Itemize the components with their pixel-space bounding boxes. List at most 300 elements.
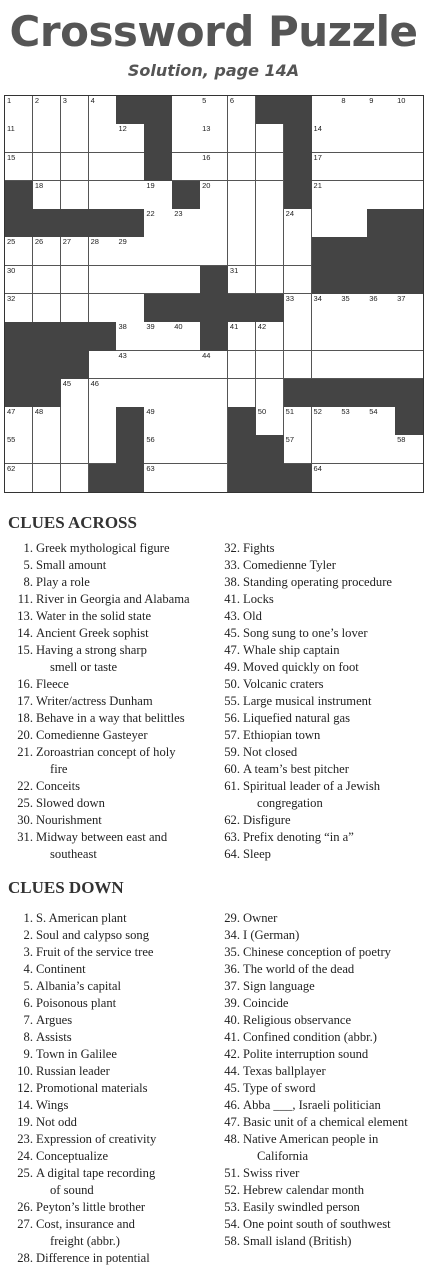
- grid-cell[interactable]: [200, 464, 228, 492]
- grid-cell[interactable]: [89, 294, 117, 323]
- grid-cell[interactable]: [5, 237, 33, 266]
- clue-text: Nourishment: [36, 813, 102, 827]
- clue-number: 49: [146, 407, 155, 417]
- clue-item: [0, 642, 218, 659]
- clue-number: 28: [90, 237, 99, 247]
- clue-text: Town in Galilee: [36, 1047, 117, 1061]
- grid-block: [367, 209, 395, 238]
- clue-number: 39: [146, 322, 155, 332]
- grid-cell[interactable]: [172, 351, 200, 380]
- grid-cell[interactable]: [228, 266, 256, 295]
- grid-cell[interactable]: [367, 124, 395, 153]
- clue-number: 9: [369, 96, 374, 105]
- grid-cell[interactable]: [116, 379, 144, 408]
- grid-cell[interactable]: [395, 351, 423, 380]
- grid-cell[interactable]: [33, 124, 61, 153]
- grid-cell[interactable]: [256, 153, 284, 182]
- grid-block: [61, 322, 89, 351]
- clue-number: 11: [7, 124, 15, 134]
- grid-cell[interactable]: [228, 379, 256, 408]
- grid-cell[interactable]: [284, 294, 312, 323]
- grid-cell[interactable]: [33, 237, 61, 266]
- clue-number: 1.: [23, 541, 33, 555]
- clue-number: 35: [341, 294, 350, 303]
- grid-cell[interactable]: [228, 153, 256, 182]
- clue-text: Assists: [36, 1030, 72, 1044]
- clue-number: 55.: [224, 694, 240, 708]
- grid-cell[interactable]: [89, 379, 117, 408]
- clue-item: [218, 1012, 427, 1029]
- clue-text: Ethiopian town: [243, 728, 321, 742]
- grid-cell[interactable]: [200, 351, 228, 380]
- grid-cell[interactable]: [33, 407, 61, 436]
- clue-item: [218, 961, 427, 978]
- grid-cell[interactable]: [256, 351, 284, 380]
- clue-text: southeast: [50, 847, 97, 861]
- clue-number: 17: [313, 152, 322, 162]
- clue-item: [0, 1114, 218, 1131]
- grid-cell[interactable]: [33, 294, 61, 323]
- grid-cell[interactable]: [312, 209, 340, 238]
- grid-cell[interactable]: [367, 96, 395, 125]
- grid-cell[interactable]: [33, 435, 61, 464]
- clue-number: 52: [313, 407, 322, 417]
- grid-cell[interactable]: [395, 124, 423, 153]
- clue-text: S. American plant: [36, 911, 127, 925]
- clue-text: of sound: [50, 1183, 94, 1197]
- clue-number: 6.: [23, 996, 33, 1010]
- clue-number: 3.: [23, 945, 33, 959]
- clue-item: [0, 1165, 218, 1182]
- clue-number: 9.: [23, 1047, 33, 1061]
- clue-number: 45: [62, 378, 72, 388]
- grid-cell[interactable]: [395, 435, 423, 464]
- grid-cell[interactable]: [312, 322, 340, 351]
- grid-cell[interactable]: [284, 322, 312, 351]
- clue-item: [0, 676, 218, 693]
- grid-cell[interactable]: [228, 209, 256, 238]
- clue-number: 14.: [17, 1098, 33, 1112]
- grid-block: [144, 153, 172, 182]
- clue-item: [0, 625, 218, 642]
- grid-cell[interactable]: [228, 237, 256, 266]
- clue-item: [0, 1250, 218, 1267]
- grid-cell[interactable]: [256, 181, 284, 210]
- grid-cell[interactable]: [367, 407, 395, 436]
- grid-block: [339, 379, 367, 408]
- grid-cell[interactable]: [339, 124, 367, 153]
- clue-number: 57.: [224, 728, 240, 742]
- grid-cell[interactable]: [395, 96, 423, 125]
- clue-number: 39.: [224, 996, 240, 1010]
- grid-cell[interactable]: [89, 266, 117, 295]
- clue-number: 62.: [224, 813, 240, 827]
- grid-cell[interactable]: [144, 435, 172, 464]
- grid-cell[interactable]: [284, 237, 312, 266]
- clue-text: freight (abbr.): [50, 1234, 120, 1248]
- grid-cell[interactable]: [61, 266, 89, 295]
- grid-block: [339, 266, 367, 295]
- grid-cell[interactable]: [256, 379, 284, 408]
- grid-cell[interactable]: [5, 294, 33, 323]
- grid-cell[interactable]: [33, 96, 61, 125]
- grid-cell[interactable]: [172, 209, 200, 238]
- clue-text: Zoroastrian concept of holy: [36, 745, 176, 759]
- grid-cell[interactable]: [89, 351, 117, 380]
- down-heading: CLUES DOWN: [8, 878, 124, 897]
- clue-text: Greek mythological figure: [36, 541, 170, 555]
- grid-cell[interactable]: [172, 153, 200, 182]
- crossword-grid: [4, 95, 424, 493]
- grid-cell[interactable]: [89, 407, 117, 436]
- clue-item: [0, 1097, 218, 1114]
- grid-block: [200, 322, 228, 351]
- grid-cell[interactable]: [200, 407, 228, 436]
- clue-text: Whale ship captain: [243, 643, 340, 657]
- clue-item: [218, 1182, 427, 1199]
- grid-cell[interactable]: [172, 464, 200, 492]
- clue-number: [218, 795, 240, 812]
- clue-item: [218, 761, 427, 778]
- clue-item: [0, 1199, 218, 1216]
- grid-cell[interactable]: [312, 435, 340, 464]
- clue-text: Hebrew calendar month: [243, 1183, 364, 1197]
- clue-number: 16: [202, 152, 211, 162]
- grid-cell[interactable]: [144, 322, 172, 351]
- grid-cell[interactable]: [200, 435, 228, 464]
- grid-cell[interactable]: [5, 124, 33, 153]
- grid-block: [33, 351, 61, 380]
- grid-cell[interactable]: [228, 322, 256, 351]
- clue-text: Disfigure: [243, 813, 291, 827]
- grid-cell[interactable]: [116, 153, 144, 182]
- clue-text: congregation: [257, 796, 323, 810]
- grid-cell[interactable]: [116, 294, 144, 323]
- grid-cell[interactable]: [200, 96, 228, 125]
- clue-number: 5.: [23, 558, 33, 572]
- grid-cell[interactable]: [256, 266, 284, 295]
- grid-cell[interactable]: [116, 237, 144, 266]
- grid-cell[interactable]: [5, 266, 33, 295]
- across-heading: CLUES ACROSS: [8, 513, 137, 532]
- grid-cell[interactable]: [33, 464, 61, 492]
- grid-cell[interactable]: [5, 153, 33, 182]
- grid-cell[interactable]: [172, 379, 200, 408]
- grid-block: [284, 379, 312, 408]
- grid-block: [284, 181, 312, 210]
- clue-item: [218, 642, 427, 659]
- clue-number: 8.: [23, 575, 33, 589]
- grid-cell[interactable]: [228, 181, 256, 210]
- grid-cell[interactable]: [61, 124, 89, 153]
- grid-cell[interactable]: [228, 351, 256, 380]
- grid-cell[interactable]: [200, 209, 228, 238]
- grid-cell[interactable]: [312, 181, 340, 210]
- clue-text: Conceits: [36, 779, 81, 793]
- grid-cell[interactable]: [256, 322, 284, 351]
- clue-number: 43: [118, 350, 127, 360]
- grid-cell[interactable]: [33, 153, 61, 182]
- grid-cell[interactable]: [172, 266, 200, 295]
- grid-cell[interactable]: [116, 351, 144, 380]
- grid-block: [339, 237, 367, 266]
- grid-block: [367, 237, 395, 266]
- grid-cell[interactable]: [256, 237, 284, 266]
- grid-cell[interactable]: [89, 435, 117, 464]
- clue-number: 1.: [23, 911, 33, 925]
- grid-block: [116, 464, 144, 492]
- grid-block: [89, 322, 117, 351]
- grid-cell[interactable]: [367, 464, 395, 492]
- clue-number: 44: [202, 350, 211, 360]
- grid-cell[interactable]: [61, 464, 89, 492]
- clue-text: Standing operating procedure: [243, 575, 392, 589]
- grid-block: [256, 464, 284, 492]
- grid-cell[interactable]: [339, 407, 367, 436]
- clue-item: [218, 995, 427, 1012]
- clue-text: Promotional materials: [36, 1081, 148, 1095]
- grid-cell[interactable]: [144, 351, 172, 380]
- clue-number: 23: [174, 209, 183, 219]
- grid-cell[interactable]: [89, 124, 117, 153]
- grid-cell[interactable]: [339, 294, 367, 323]
- grid-cell[interactable]: [312, 407, 340, 436]
- grid-cell[interactable]: [312, 294, 340, 323]
- grid-cell[interactable]: [312, 464, 340, 492]
- clue-number: 58: [397, 435, 406, 445]
- across-clues-left: [0, 540, 218, 863]
- grid-cell[interactable]: [89, 237, 117, 266]
- grid-cell[interactable]: [116, 124, 144, 153]
- grid-cell[interactable]: [339, 322, 367, 351]
- clue-text: Easily swindled person: [243, 1200, 360, 1214]
- grid-cell[interactable]: [200, 153, 228, 182]
- grid-cell[interactable]: [284, 351, 312, 380]
- grid-block: [200, 266, 228, 295]
- clue-number: 2: [34, 96, 40, 105]
- grid-cell[interactable]: [33, 266, 61, 295]
- clue-number: 64.: [224, 847, 240, 861]
- clue-number: 46: [90, 378, 99, 388]
- clue-number: 21.: [17, 745, 33, 759]
- clue-number: 13: [202, 124, 211, 134]
- grid-cell[interactable]: [367, 322, 395, 351]
- clue-item: [218, 608, 427, 625]
- grid-cell[interactable]: [144, 379, 172, 408]
- clue-number: 41: [229, 322, 239, 332]
- grid-cell[interactable]: [395, 181, 423, 210]
- grid-block: [284, 96, 312, 125]
- grid-cell[interactable]: [367, 351, 395, 380]
- clue-item: [218, 944, 427, 961]
- grid-cell[interactable]: [312, 96, 340, 125]
- grid-cell[interactable]: [144, 464, 172, 492]
- clue-number: 50.: [224, 677, 240, 691]
- clue-number: 31: [229, 265, 239, 275]
- clue-number: 33: [285, 294, 294, 303]
- clue-number: 38: [118, 322, 127, 332]
- clue-item: [0, 659, 218, 676]
- grid-cell[interactable]: [339, 96, 367, 125]
- grid-cell[interactable]: [395, 464, 423, 492]
- grid-cell[interactable]: [61, 294, 89, 323]
- grid-cell[interactable]: [256, 209, 284, 238]
- grid-cell[interactable]: [172, 322, 200, 351]
- grid-cell[interactable]: [172, 407, 200, 436]
- grid-cell[interactable]: [367, 153, 395, 182]
- grid-cell[interactable]: [5, 464, 33, 492]
- grid-block: [395, 266, 423, 295]
- grid-cell[interactable]: [284, 407, 312, 436]
- grid-cell[interactable]: [172, 96, 200, 125]
- grid-cell[interactable]: [339, 351, 367, 380]
- grid-cell[interactable]: [144, 181, 172, 210]
- clue-item: [0, 1233, 218, 1250]
- grid-cell[interactable]: [33, 181, 61, 210]
- clue-number: 20: [202, 180, 211, 190]
- grid-cell[interactable]: [228, 96, 256, 125]
- grid-cell[interactable]: [284, 435, 312, 464]
- grid-cell[interactable]: [312, 351, 340, 380]
- down-clues-left: [0, 910, 218, 1267]
- clue-text: Poisonous plant: [36, 996, 117, 1010]
- grid-cell[interactable]: [284, 266, 312, 295]
- grid-cell[interactable]: [339, 435, 367, 464]
- grid-cell[interactable]: [144, 266, 172, 295]
- grid-cell[interactable]: [144, 407, 172, 436]
- grid-cell[interactable]: [395, 294, 423, 323]
- clue-number: 16.: [17, 677, 33, 691]
- grid-cell[interactable]: [339, 464, 367, 492]
- clue-item: [218, 710, 427, 727]
- grid-cell[interactable]: [395, 322, 423, 351]
- clue-number: 29.: [224, 911, 240, 925]
- grid-cell[interactable]: [395, 153, 423, 182]
- grid-cell[interactable]: [5, 407, 33, 436]
- grid-cell[interactable]: [61, 181, 89, 210]
- grid-cell[interactable]: [89, 153, 117, 182]
- grid-cell[interactable]: [61, 153, 89, 182]
- grid-cell[interactable]: [116, 181, 144, 210]
- clue-text: Coincide: [243, 996, 289, 1010]
- grid-cell[interactable]: [200, 237, 228, 266]
- clue-item: [218, 1216, 427, 1233]
- clue-number: 53.: [224, 1200, 240, 1214]
- clue-number: 36: [369, 294, 378, 303]
- clue-number: 25: [7, 237, 16, 247]
- clue-number: 27.: [17, 1217, 33, 1231]
- grid-cell[interactable]: [61, 435, 89, 464]
- clue-item: [0, 944, 218, 961]
- clue-number: 29: [118, 237, 127, 247]
- clue-text: Volcanic craters: [243, 677, 324, 691]
- grid-cell[interactable]: [256, 124, 284, 153]
- grid-cell[interactable]: [228, 124, 256, 153]
- grid-cell[interactable]: [144, 209, 172, 238]
- clue-text: Not closed: [243, 745, 298, 759]
- clue-number: 46.: [224, 1098, 240, 1112]
- grid-cell[interactable]: [144, 237, 172, 266]
- grid-cell[interactable]: [172, 237, 200, 266]
- clue-number: 14: [313, 124, 322, 134]
- grid-cell[interactable]: [61, 96, 89, 125]
- grid-cell[interactable]: [200, 124, 228, 153]
- grid-cell[interactable]: [116, 266, 144, 295]
- clue-number: 34.: [224, 928, 240, 942]
- grid-cell[interactable]: [284, 209, 312, 238]
- grid-cell[interactable]: [172, 435, 200, 464]
- clue-item: [0, 557, 218, 574]
- clue-item: [0, 910, 218, 927]
- grid-cell[interactable]: [89, 181, 117, 210]
- grid-cell[interactable]: [200, 379, 228, 408]
- clue-number: 48.: [224, 1132, 240, 1146]
- grid-block: [228, 407, 256, 436]
- clue-text: Writer/actress Dunham: [36, 694, 153, 708]
- clue-text: I (German): [243, 928, 300, 942]
- clue-number: 27: [62, 237, 72, 247]
- clue-text: California: [257, 1149, 309, 1163]
- grid-cell[interactable]: [61, 379, 89, 408]
- clue-item: [218, 744, 427, 761]
- clue-number: 25.: [17, 796, 33, 810]
- clue-number: 51: [285, 407, 294, 417]
- clue-number: 34: [313, 294, 322, 303]
- clue-number: 11.: [17, 592, 33, 606]
- clue-number: 14.: [17, 626, 33, 640]
- grid-cell[interactable]: [5, 435, 33, 464]
- grid-cell[interactable]: [312, 153, 340, 182]
- clue-text: Albania’s capital: [36, 979, 121, 993]
- page-subtitle: Solution, page 14A: [127, 61, 300, 80]
- grid-cell[interactable]: [367, 181, 395, 210]
- clue-number: 63: [146, 463, 155, 473]
- clue-item: [0, 846, 218, 863]
- clue-item: [0, 1063, 218, 1080]
- grid-cell[interactable]: [172, 124, 200, 153]
- clue-text: Polite interruption sound: [243, 1047, 369, 1061]
- grid-cell[interactable]: [312, 124, 340, 153]
- grid-cell[interactable]: [256, 407, 284, 436]
- clue-text: Locks: [243, 592, 274, 606]
- grid-cell[interactable]: [367, 294, 395, 323]
- grid-cell[interactable]: [367, 435, 395, 464]
- grid-cell[interactable]: [339, 209, 367, 238]
- grid-cell[interactable]: [5, 96, 33, 125]
- grid-cell[interactable]: [339, 181, 367, 210]
- grid-cell[interactable]: [200, 181, 228, 210]
- grid-cell[interactable]: [116, 322, 144, 351]
- grid-block: [256, 96, 284, 125]
- clue-text: Abba ___, Israeli politician: [243, 1098, 381, 1112]
- grid-cell[interactable]: [89, 96, 117, 125]
- clue-number: [0, 846, 33, 863]
- clue-number: 22: [146, 209, 155, 219]
- grid-cell[interactable]: [339, 153, 367, 182]
- clue-number: 41.: [224, 1030, 240, 1044]
- clue-number: [0, 659, 33, 676]
- clue-number: 63.: [224, 830, 240, 844]
- clue-text: Not odd: [36, 1115, 77, 1129]
- clue-item: [0, 995, 218, 1012]
- grid-block: [33, 322, 61, 351]
- clue-number: 33.: [224, 558, 240, 572]
- grid-cell[interactable]: [61, 407, 89, 436]
- grid-cell[interactable]: [61, 237, 89, 266]
- clue-number: 28.: [17, 1251, 33, 1265]
- clue-text: Comedienne Tyler: [243, 558, 336, 572]
- across-clues-right: [218, 540, 427, 863]
